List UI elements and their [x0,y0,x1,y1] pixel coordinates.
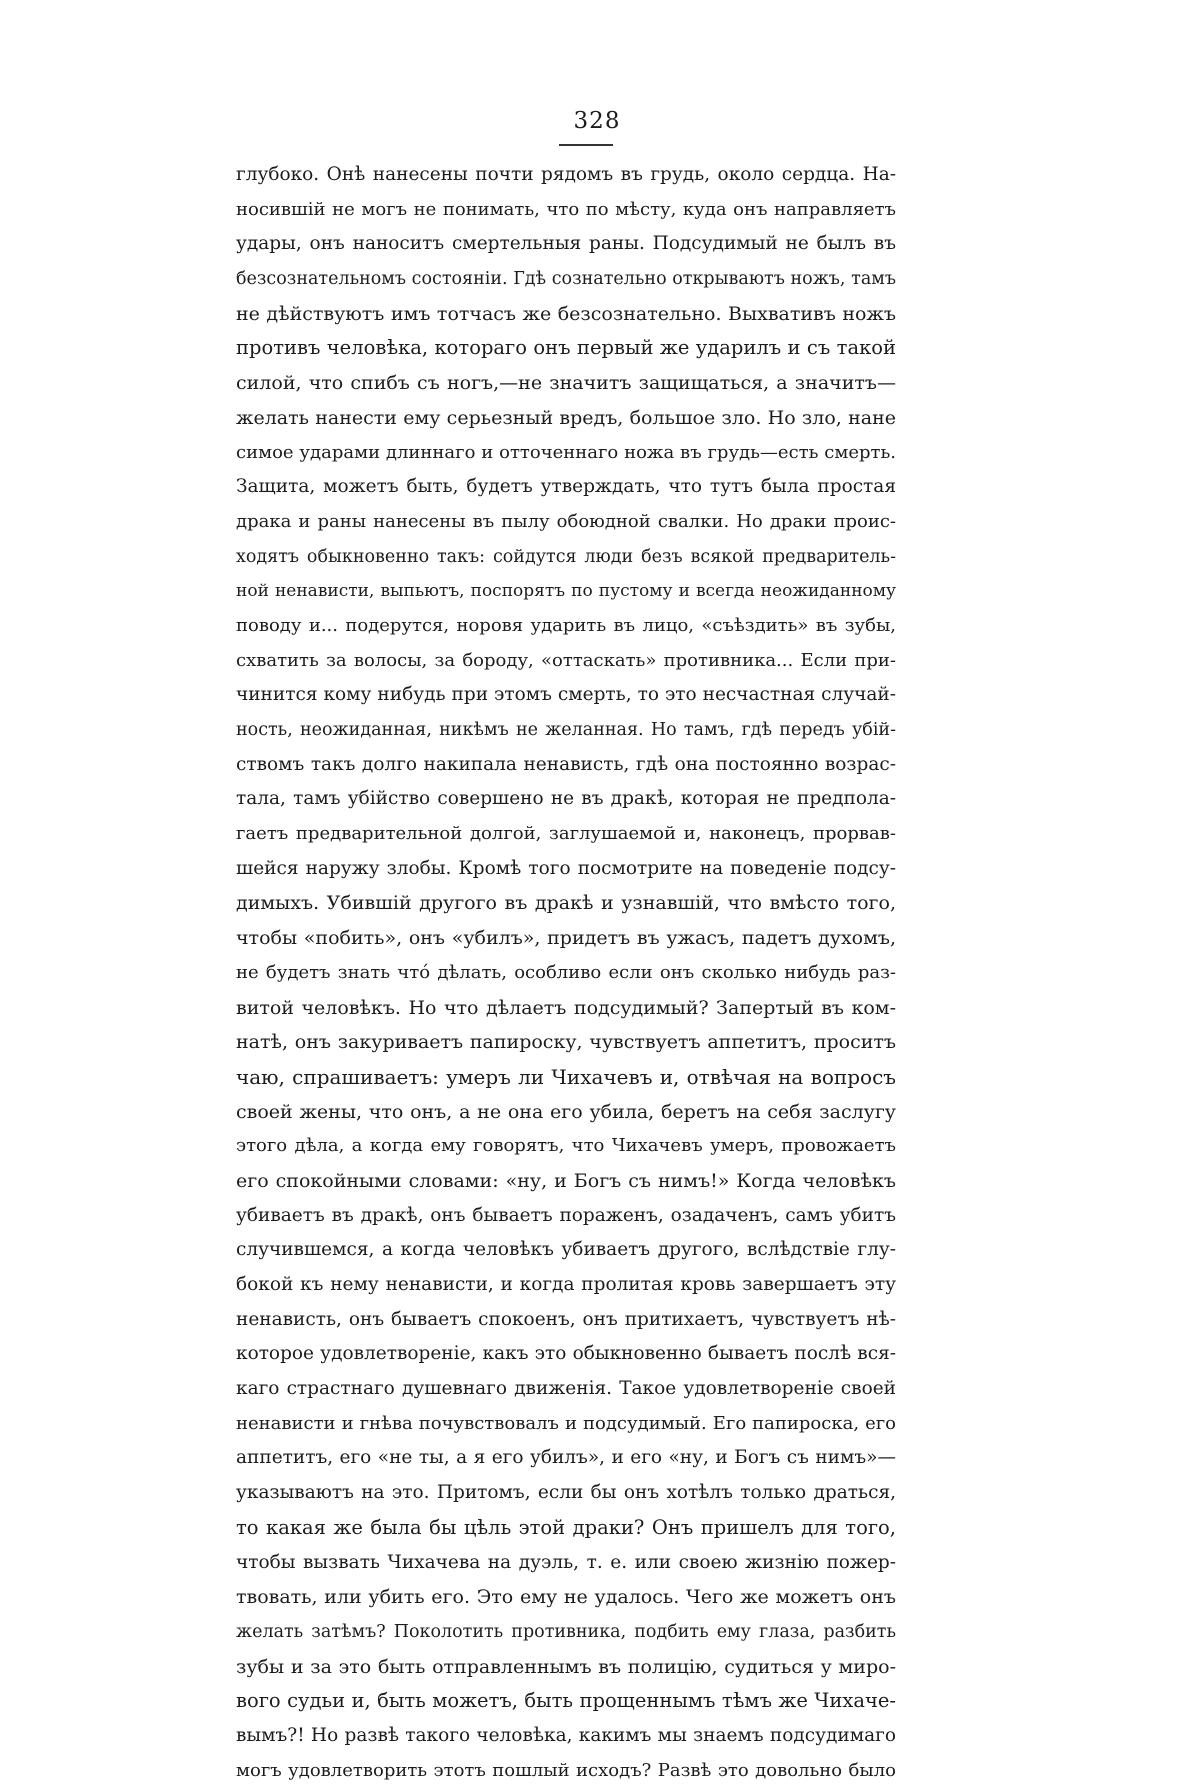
text-line: симое ударами длиннаго и отточеннаго ножа въ грудь—есть смерть. [236,441,896,463]
text-line: чинится кому нибудь при этомъ смерть, то это несчастная случай- [236,684,896,706]
text-line: бокой къ нему ненависти, и когда пролитая кровь завершаетъ эту [236,1274,896,1295]
text-line: твовать, или убить его. Это ему не удалось. Чего же можетъ онъ [236,1586,896,1609]
text-line: шейся наружу злобы. Кромѣ того посмотрите на поведеніе подсу- [236,857,896,879]
text-line: тала, тамъ убійство совершено не въ дракѣ, которая не предпола- [236,788,896,810]
text-line: драка и раны нанесены въ пылу обоюдной свалки. Но драки проис- [236,510,896,532]
text-line: зубы и за это быть отправленнымъ въ полицію, судиться у миро- [236,1655,896,1678]
text-line: вого судьи и, быть можетъ, быть прощеннымъ тѣмъ же Чихаче- [236,1689,896,1713]
text-line: удары, онъ наноситъ смертельныя раны. Подсудимый не былъ въ [236,233,896,255]
text-line: безсознательномъ состояніи. Гдѣ сознательно открываютъ ножъ, тамъ [236,269,896,290]
text-line: ность, неожиданная, никѣмъ не желанная. Но тамъ, гдѣ передъ убій- [236,720,896,740]
text-line: витой человѣкъ. Но что дѣлаетъ подсудимый? Запертый въ ком- [236,996,896,1019]
body-text [236,158,896,1788]
text-line: желать затѣмъ? Поколотить противника, подбить ему глаза, разбить [236,1621,896,1642]
text-line: ной ненависти, выпьютъ, поспорятъ по пустому и всегда неожиданному [236,581,896,602]
text-line: гаетъ предварительной долгой, заглушаемой и, наконецъ, прорвав- [236,823,896,845]
page-number-rule [559,144,613,146]
text-line: которое удовлетвореніе, какъ это обыкновенно бываетъ послѣ вся- [236,1343,896,1365]
text-line: силой, что спибъ съ ногъ,—не значитъ защищаться, а значитъ— [236,372,896,395]
text-line: этого дѣла, а когда ему говорятъ, что Чихачевъ умеръ, провожаетъ [236,1135,896,1157]
text-line: своей жены, что онъ, а не она его убила, беретъ на себя заслугу [236,1100,896,1123]
text-line: Защита, можетъ быть, будетъ утверждать, что тутъ была простая [236,476,896,498]
text-line: ненависть, онъ бываетъ спокоенъ, онъ притихаетъ, чувствуетъ нѣ- [236,1308,896,1330]
text-line: не дѣйствуютъ имъ тотчасъ же безсознательно. Выхвативъ ножъ [236,302,896,325]
text-line: каго страстнаго душевнаго движенія. Такое удовлетвореніе своей [236,1378,896,1400]
text-line: ненависти и гнѣва почувствовалъ и подсудимый. Его папироска, его [236,1412,896,1434]
text-line: противъ человѣка, котораго онъ первый же ударилъ и съ такой [236,336,896,360]
text-line: чтобы «побить», онъ «убилъ», придетъ въ ужасъ, падетъ духомъ, [236,927,896,950]
text-line: вымъ?! Но развѣ такого человѣка, какимъ мы знаемъ подсудимаго [236,1724,896,1746]
text-line: ходятъ обыкновенно такъ: сойдутся люди безъ всякой предваритель- [236,546,896,567]
text-line: аппетитъ, его «не ты, а я его убилъ», и его «ну, и Богъ съ нимъ»— [236,1447,896,1469]
text-line: его спокойными словами: «ну, и Богъ съ нимъ!» Когда человѣкъ [236,1169,896,1192]
text-line: не будетъ знать что́ дѣлать, особливо если онъ сколько нибудь раз- [236,961,896,983]
text-line: схватить за волосы, за бороду, «оттаскать» противника... Если при- [236,649,896,671]
text-line: чтобы вызвать Чихачева на дуэль, т. е. или своею жизнію пожер- [236,1551,896,1573]
page-number: 328 [573,108,621,134]
text-line: чаю, спрашиваетъ: умеръ ли Чихачевъ и, отвѣчая на вопросъ [236,1064,896,1089]
text-line: поводу и... подерутся, норовя ударить въ лицо, «съѣздить» въ зубы, [236,614,896,636]
text-line: то какая же была бы цѣль этой драки? Онъ пришелъ для того, [236,1515,896,1539]
text-line: глубоко. Онѣ нанесены почти рядомъ въ грудь, около сердца. На- [236,164,896,185]
text-line: случившемся, а когда человѣкъ убиваетъ другого, вслѣдствіе глу- [236,1239,896,1261]
text-line: могъ удовлетворить этотъ пошлый исходъ? Развѣ это довольно было [236,1759,896,1781]
text-line: ствомъ такъ долго накипала ненависть, гдѣ она постоянно возрас- [236,753,896,775]
text-line: желать нанести ему серьезный вредъ, большое зло. Но зло, нане [236,406,896,429]
text-line: натѣ, онъ закуриваетъ папироску, чувствуетъ аппетитъ, проситъ [236,1031,896,1054]
text-line: указываютъ на это. Притомъ, если бы онъ хотѣлъ только драться, [236,1482,896,1504]
text-line: убиваетъ въ дракѣ, онъ бываетъ пораженъ, озадаченъ, самъ убитъ [236,1204,896,1226]
text-line: димыхъ. Убившій другого въ дракѣ и узнавшій, что вмѣсто того, [236,892,896,915]
text-line: носившій не могъ не понимать, что по мѣсту, куда онъ направляетъ [236,198,896,220]
